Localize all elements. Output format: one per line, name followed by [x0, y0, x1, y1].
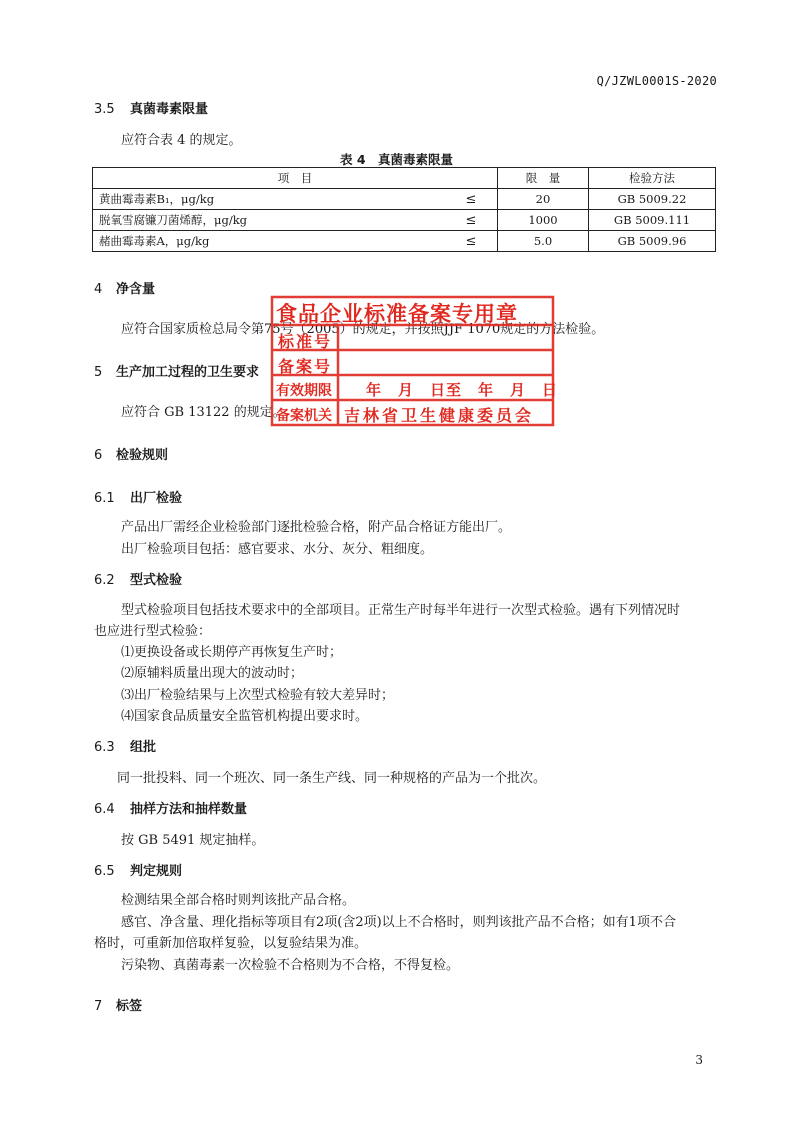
- section-5-heading: [94, 361, 259, 380]
- stamp-label-standard-no: 标准号: [278, 332, 333, 351]
- section-number: 3.5: [94, 102, 115, 117]
- section-title: 生产加工过程的卫生要求: [116, 365, 260, 380]
- section-6-5-para-1: 检测结果全部合格时则判该批产品合格。: [121, 893, 356, 908]
- section-6-1-para-2: 出厂检验项目包括：感官要求、水分、灰分、粗细度。: [121, 542, 434, 557]
- section-6-4-body: 按 GB 5491 规定抽样。: [121, 833, 265, 848]
- cell-method: GB 5009.22: [589, 189, 716, 210]
- section-number: 5: [94, 365, 103, 380]
- section-6-heading: [94, 444, 168, 463]
- section-title: 净含量: [116, 282, 156, 297]
- section-6-5-heading: [94, 860, 182, 879]
- table-4-caption: 表 4 真菌毒素限量: [339, 152, 454, 167]
- cell-comparator: ≤: [445, 210, 498, 231]
- section-6-5-para-4: 污染物、真菌毒素一次检验不合格则为不合格，不得复检。: [121, 958, 460, 973]
- section-6-4-heading: [94, 798, 247, 817]
- stamp-validity-value: 年 月 日至 年 月 日: [366, 381, 559, 399]
- section-4-body: 应符合国家质检总局令第75号（2005）的规定，并按照JJF 1070规定的方法检验。: [121, 322, 605, 337]
- section-title: 抽样方法和抽样数量: [130, 802, 248, 817]
- section-7-heading: [94, 995, 142, 1014]
- section-number: 6.1: [94, 491, 115, 506]
- cell-item: 赭曲霉毒素A，μg/kg: [93, 231, 446, 252]
- cell-comparator: ≤: [445, 189, 498, 210]
- section-title: 型式检验: [130, 573, 183, 588]
- list-item: ⑵原辅料质量出现大的波动时；: [121, 666, 304, 681]
- stamp-authority-value: 吉林省卫生健康委员会: [344, 406, 535, 425]
- stamp-label-authority: 备案机关: [276, 408, 332, 424]
- cell-comparator: ≤: [445, 231, 498, 252]
- section-6-3-heading: [94, 736, 156, 755]
- cell-item: 脱氧雪腐镰刀菌烯醇，μg/kg: [93, 210, 446, 231]
- list-item: ⑴更换设备或长期停产再恢复生产时；: [121, 645, 343, 660]
- section-title: 标签: [116, 999, 143, 1014]
- section-number: 6.3: [94, 740, 115, 755]
- section-number: 7: [94, 999, 103, 1014]
- section-title: 出厂检验: [130, 491, 183, 506]
- section-number: 6.2: [94, 573, 115, 588]
- section-number: 6: [94, 448, 103, 463]
- section-3-5-heading: [94, 98, 208, 117]
- table-row: [93, 189, 716, 210]
- cell-method: GB 5009.96: [589, 231, 716, 252]
- cell-limit: 1000: [498, 210, 589, 231]
- header-limit: 限 量: [498, 168, 589, 189]
- mycotoxin-limit-table: [92, 167, 716, 252]
- filing-stamp: [270, 295, 559, 427]
- cell-limit: 5.0: [498, 231, 589, 252]
- section-6-2-para-2: 也应进行型式检验：: [94, 624, 212, 639]
- section-title: 组批: [130, 740, 157, 755]
- table-row: [93, 231, 716, 252]
- page-number: 3: [695, 1053, 703, 1067]
- header-method: 检验方法: [589, 168, 716, 189]
- section-6-2-para-1: 型式检验项目包括技术要求中的全部项目。正常生产时每半年进行一次型式检验。遇有下列情况时: [121, 603, 681, 618]
- stamp-label-filing-no: 备案号: [278, 357, 333, 376]
- section-6-5-para-3: 格时，可重新加倍取样复验，以复验结果为准。: [94, 936, 368, 951]
- section-number: 4: [94, 282, 103, 297]
- section-6-1-heading: [94, 487, 182, 506]
- section-title: 检验规则: [116, 448, 169, 463]
- section-3-5-body: 应符合表 4 的规定。: [121, 133, 242, 148]
- header-item: 项 目: [93, 168, 498, 189]
- section-title: 真菌毒素限量: [130, 102, 209, 117]
- document-id: Q/JZWL0001S-2020: [596, 74, 717, 88]
- section-number: 6.4: [94, 802, 115, 817]
- list-item: ⑶出厂检验结果与上次型式检验有较大差异时；: [121, 688, 395, 703]
- section-6-2-heading: [94, 569, 182, 588]
- cell-item: 黄曲霉毒素B₁，μg/kg: [93, 189, 446, 210]
- cell-method: GB 5009.111: [589, 210, 716, 231]
- table-header-row: [93, 168, 716, 189]
- list-item: ⑷国家食品质量安全监管机构提出要求时。: [121, 709, 369, 724]
- section-6-1-para-1: 产品出厂需经企业检验部门逐批检验合格，附产品合格证方能出厂。: [121, 520, 512, 535]
- table-row: [93, 210, 716, 231]
- stamp-label-validity: 有效期限: [276, 383, 332, 399]
- section-number: 6.5: [94, 864, 115, 879]
- section-5-body: 应符合 GB 13122 的规定。: [121, 405, 286, 420]
- cell-limit: 20: [498, 189, 589, 210]
- section-6-3-body: 同一批投料、同一个班次、同一条生产线、同一种规格的产品为一个批次。: [117, 771, 547, 786]
- section-title: 判定规则: [130, 864, 183, 879]
- section-4-heading: [94, 278, 155, 297]
- section-6-5-para-2: 感官、净含量、理化指标等项目有2项(含2项)以上不合格时，则判该批产品不合格；如有1项不合: [121, 915, 676, 930]
- stamp-title: 食品企业标准备案专用章: [276, 302, 518, 326]
